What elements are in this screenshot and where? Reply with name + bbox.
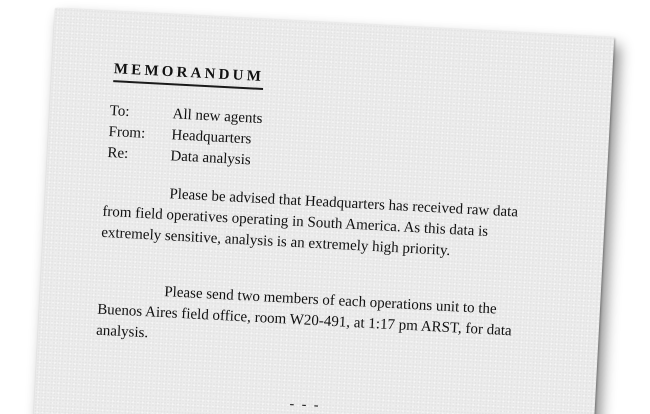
memo-sheet [31,8,614,414]
continuation-mark: - - - [289,396,321,414]
re-value: Data analysis [169,148,252,169]
body-paragraph-1: Please be advised that Headquarters has received raw data from field operatives operating in South America. As this data is extremely sensitive, analysis is an extremely high priority. [100,186,519,260]
memo-title: MEMORANDUM [113,61,264,90]
re-label: Re: [107,144,129,163]
to-label: To: [109,103,130,121]
body-paragraph-2: Please send two members of each operations unit to the Buenos Aires field office, room W20-491, at 1:17 pm ARST, for data analysis. [95,284,513,342]
to-value: All new agents [172,106,263,127]
from-value: Headquarters [171,127,252,148]
from-label: From: [108,123,146,142]
